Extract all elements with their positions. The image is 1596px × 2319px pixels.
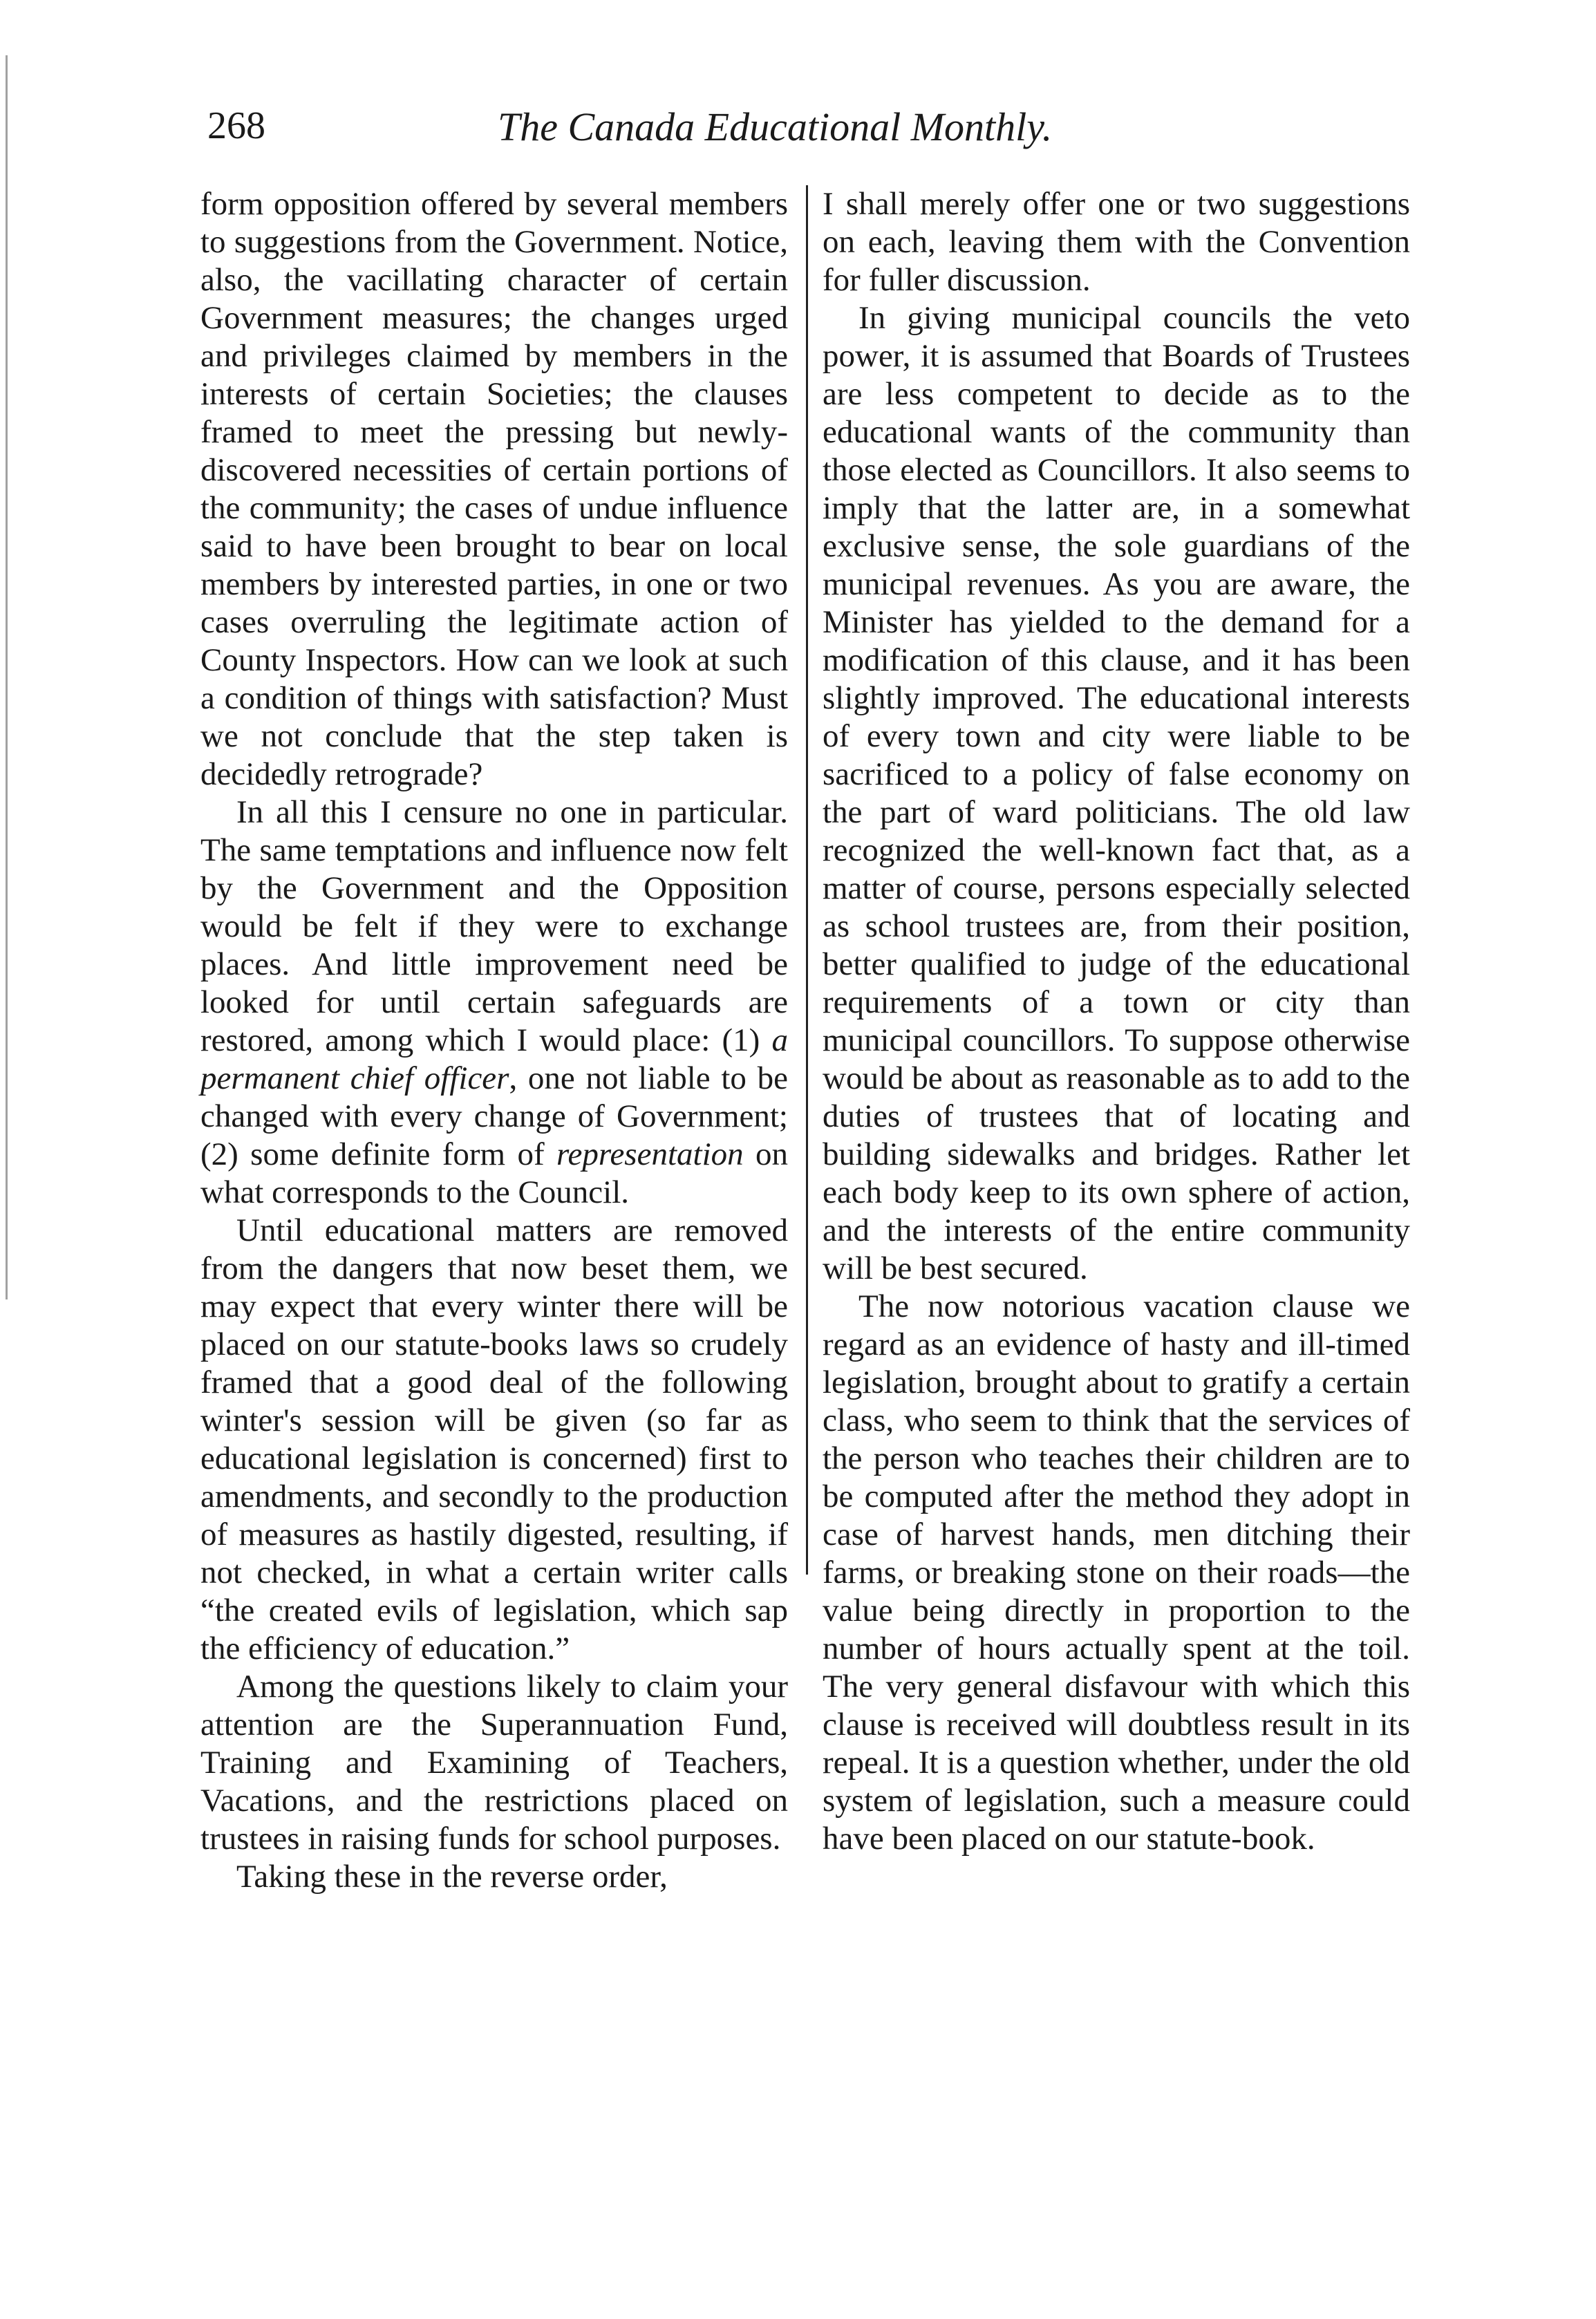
left-paragraph-2-text-a: In all this I censure no one in particular. The same temptations and influence now felt by the Government and the Opposition would be felt if they were to exchange places. And little improvement need be looked for until certain safeguards are restored, among which I would place: (1)	[200, 794, 788, 1058]
page-number: 268	[207, 104, 265, 147]
right-paragraph-3: The now notorious vacation clause we regard as an evidence of hasty and ill-timed legislation, brought about to gratify a certain class, who seem to think that the services of the person who teaches their children are to be computed after the method they adopt in case of harvest hands, men ditching their farms, or breaking stone on their roads—the value being directly in proportion to the number of hours actually spent at the toil. The very general disfavour with which this clause is received will doubtless result in its repeal. It is a question whether, under the old system of legislation, such a measure could have been placed on our statute-book.	[823, 1288, 1410, 1857]
left-column	[200, 185, 788, 1896]
right-paragraph-2: In giving municipal councils the veto power, it is assumed that Boards of Trustees are less competent to decide as to the educational wants of the community than those elected as Councillors. It also seems to imply that the latter are, in a somewhat exclusive sense, the sole guardians of the municipal revenues. As you are aware, the Minister has yielded to the demand for a modification of this clause, and it has been slightly improved. The educational interests of every town and city were liable to be sacrificed to a policy of false economy on the part of ward politicians. The old law recognized the well-known fact that, as a matter of course, persons especially selected as school trustees are, from their position, better qualified to judge of the educational requirements of a town or city than municipal councillors. To suppose otherwise would be about as reasonable as to add to the duties of trustees that of locating and building sidewalks and bridges. Rather let each body keep to its own sphere of action, and the interests of the entire community will be best secured.	[823, 300, 1410, 1286]
left-paragraph-5: Taking these in the reverse order,	[236, 1859, 668, 1895]
page-header	[207, 104, 1175, 166]
left-paragraph-2-emphasis-1: a permanent chief officer	[200, 1022, 788, 1096]
left-paragraph-2-text-c: on what corresponds to the Council.	[200, 1136, 789, 1210]
column-divider	[806, 185, 808, 1575]
left-paragraph-3: Until educational matters are removed from the dangers that now beset them, we may expect that every winter there will be placed on our statute-books laws so crudely framed that a good deal of the following winter's session will be given (so far as educational legislation is concerned) first to amendments, and secondly to the production of measures as hastily digested, resulting, if not checked, in what a certain writer calls “the created evils of legislation, which sap the efficiency of education.”	[200, 1212, 788, 1667]
left-paragraph-2-emphasis-2: representation	[556, 1136, 744, 1172]
right-paragraph-1: I shall merely offer one or two suggestions on each, leaving them with the Convention for fuller discussion.	[823, 186, 1410, 298]
running-title: The Canada Educational Monthly.	[498, 104, 1053, 149]
left-paragraph-2-text-b: , one not liable to be changed with every change of Government; (2) some definite form of	[200, 1060, 789, 1172]
left-paragraph-1: form opposition offered by several members to suggestions from the Government. Notice, also, the vacillating character of certain Government measures; the changes urged and privileges claimed by members in the interests of certain Societies; the clauses framed to meet the pressing but newly-discovered necessities of certain portions of the community; the cases of undue influence said to have been brought to bear on local members by interested parties, in one or two cases overruling the legitimate action of County Inspectors. How can we look at such a condition of things with satisfaction? Must we not conclude that the step taken is decidedly retrograde?	[200, 186, 788, 792]
left-paragraph-4: Among the questions likely to claim your attention are the Superannuation Fund, Training and Examining of Teachers, Vacations, and the restrictions placed on trustees in raising funds for school purposes.	[200, 1669, 788, 1857]
binding-edge-mark	[6, 55, 12, 1299]
right-column	[823, 185, 1410, 1858]
left-paragraph-2	[200, 794, 788, 1212]
